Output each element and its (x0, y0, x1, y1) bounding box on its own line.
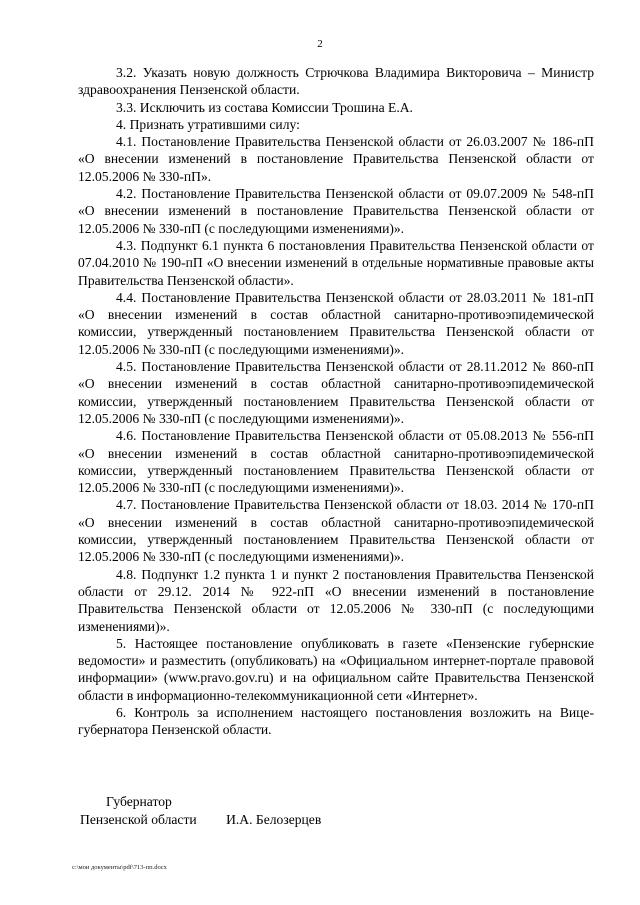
footer-file-path: c:\мои документы\pdf\713-пп.docx (72, 864, 167, 871)
paragraph-4-8: 4.8. Подпункт 1.2 пункта 1 и пункт 2 постановления Правительства Пензенской области от 29.12. 2014 № 922-пП «О внесении изменений в постановление Правительства Пензенской области от 12.05.2006 № 330-пП (с последующими изменениями)». (78, 566, 594, 634)
paragraph-4-1: 4.1. Постановление Правительства Пензенской области от 26.03.2007 № 186-пП «О внесении изменений в постановление Правительства Пензенской области от 12.05.2006 № 330-пП». (78, 134, 594, 184)
paragraph-4-5: 4.5. Постановление Правительства Пензенской области от 28.11.2012 № 860-пП «О внесении изменений в состав областной санитарно-противоэпидемической комиссии, утвержденный постановлением Правительства Пензенской области от 12.05.2006 № 330-пП (с последующими изменениями)». (78, 359, 594, 426)
paragraph-4-6: 4.6. Постановление Правительства Пензенской области от 05.08.2013 № 556-пП «О внесении изменений в состав областной санитарно-противоэпидемической комиссии, утвержденный постановлением Правительства Пензенской области от 12.05.2006 № 330-пП (с последующими изменениями)». (78, 428, 594, 496)
paragraph-6: 6. Контроль за исполнением настоящего постановления возложить на Вице-губернатора Пензенской области. (78, 704, 594, 738)
paragraph-5: 5. Настоящее постановление опубликовать в газете «Пензенские губернские ведомости» и разместить (опубликовать) на «Официальном интернет-портале правовой информации» (www.pravo.gov.ru) и на официальном сайте Правительства Пензенской области в информационно-телекоммуникационной сети «Интернет». (78, 635, 594, 703)
paragraph-4-2: 4.2. Постановление Правительства Пензенской области от 09.07.2009 № 548-пП «О внесении изменений в постановление Правительства Пензенской области от 12.05.2006 № 330-пП (с последующими изменениями)». (78, 186, 594, 236)
paragraph-4-3: 4.3. Подпункт 6.1 пункта 6 постановления Правительства Пензенской области от 07.04.2010 № 190-пП «О внесении изменений в отдельные нормативные правовые акты Правительства Пензенской области». (78, 237, 594, 288)
paragraph-4-7: 4.7. Постановление Правительства Пензенской области от 18.03. 2014 № 170-пП «О внесении изменений в состав областной санитарно-противоэпидемической комиссии, утвержденный постановлением Правительства Пензенской области от 12.05.2006 № 330-пП (с последующими изменениями)». (78, 497, 594, 565)
page-number: 2 (317, 38, 323, 50)
paragraph-3-3: 3.3. Исключить из состава Комиссии Трошина Е.А. (116, 99, 413, 115)
signature-block (78, 793, 378, 829)
signature-title-line1: Губернатор (106, 794, 172, 809)
signature-title-line2-row (78, 811, 378, 829)
signatory-name: И.А. Белозерцев (226, 812, 322, 827)
paragraph-4-4: 4.4. Постановление Правительства Пензенской области от 28.03.2011 № 181-пП «О внесении изменений в состав областной санитарно-противоэпидемической комиссии, утвержденный постановлением Правительства Пензенской области от 12.05.2006 № 330-пП (с последующими изменениями)». (78, 289, 594, 357)
signature-title-line2: Пензенской области (80, 812, 197, 827)
document-body (78, 64, 594, 739)
paragraph-4: 4. Признать утратившими силу: (116, 116, 300, 132)
paragraph-3-2: 3.2. Указать новую должность Стрючкова Владимира Викторовича – Министр здравоохранения Пензенской области. (78, 65, 594, 98)
